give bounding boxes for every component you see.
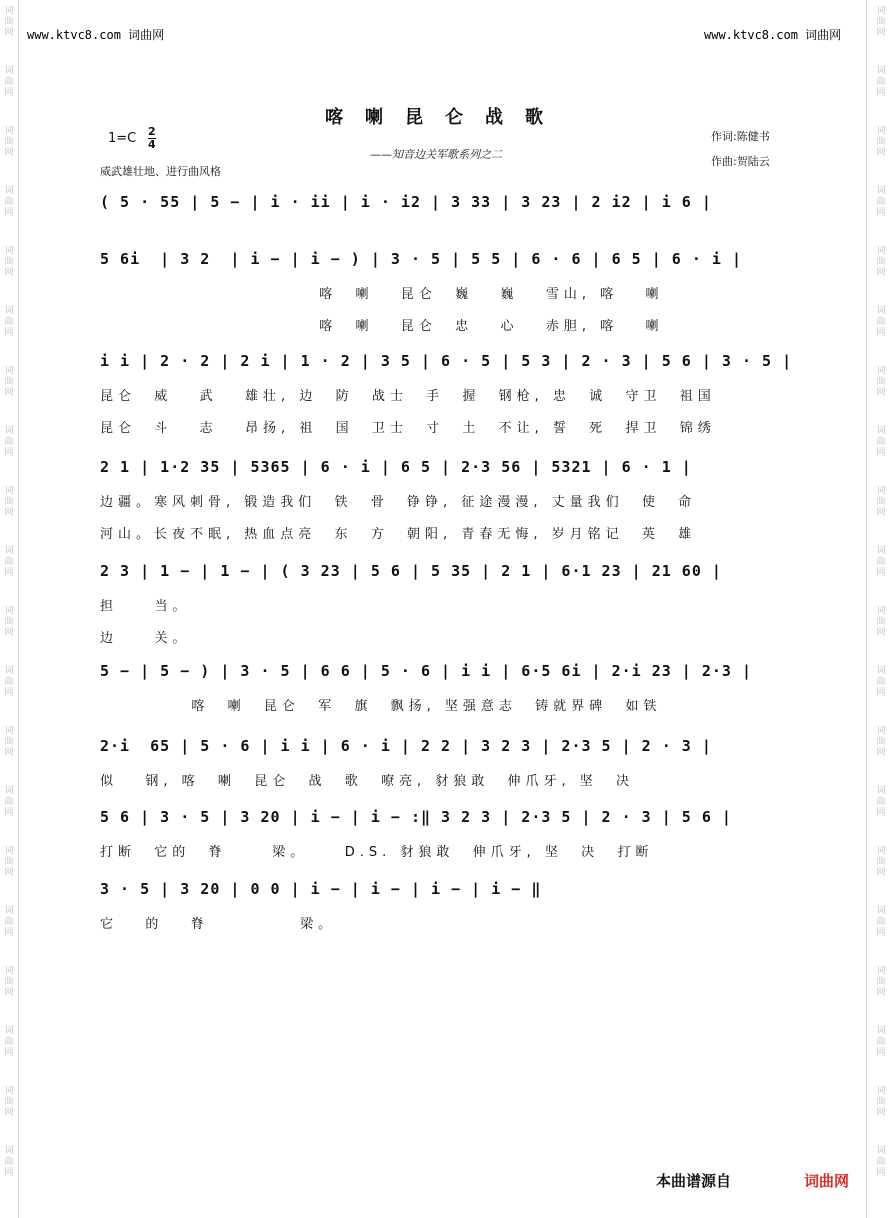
watermark-char: 曲 — [876, 557, 886, 567]
watermark-group — [875, 306, 887, 339]
watermark-char: 网 — [4, 568, 14, 578]
watermark-char: 网 — [4, 1168, 14, 1178]
watermark-group — [3, 786, 15, 819]
watermark-group — [875, 726, 887, 759]
watermark-char: 词 — [876, 1086, 886, 1096]
watermark-char: 曲 — [4, 677, 14, 687]
watermark-char: 曲 — [876, 317, 886, 327]
watermark-group — [875, 546, 887, 579]
watermark-char: 词 — [4, 126, 14, 136]
watermark-char: 曲 — [876, 1157, 886, 1167]
watermark-char: 网 — [4, 868, 14, 878]
watermark-char: 曲 — [876, 977, 886, 987]
watermark-char: 网 — [876, 28, 886, 38]
watermark-char: 网 — [4, 988, 14, 998]
watermark-char: 网 — [876, 148, 886, 158]
left-watermark-column — [0, 0, 18, 1218]
watermark-group — [875, 66, 887, 99]
watermark-char: 网 — [4, 1048, 14, 1058]
watermark-char: 词 — [4, 1086, 14, 1096]
lyric-line: 昆仑 威 武 雄壮, 边 防 战士 手 握 钢枪, 忠 诚 守卫 祖国 — [100, 389, 716, 404]
watermark-group — [3, 726, 15, 759]
watermark-char: 网 — [4, 748, 14, 758]
watermark-char: 词 — [4, 246, 14, 256]
watermark-char: 网 — [876, 1108, 886, 1118]
site-url-right[interactable]: www.ktvc8.com 词曲网 — [704, 28, 842, 42]
lyric-line: 昆仑 斗 志 昂扬, 祖 国 卫士 寸 土 不让, 誓 死 捍卫 锦绣 — [100, 421, 716, 436]
watermark-char: 网 — [876, 328, 886, 338]
watermark-char: 曲 — [4, 857, 14, 867]
watermark-char: 词 — [4, 486, 14, 496]
watermark-char: 曲 — [876, 1037, 886, 1047]
watermark-char: 曲 — [876, 77, 886, 87]
watermark-char: 网 — [4, 688, 14, 698]
lyric-line: 它 的 脊 梁。 — [100, 917, 337, 932]
watermark-char: 词 — [4, 726, 14, 736]
watermark-char: 网 — [4, 1108, 14, 1118]
watermark-char: 网 — [876, 568, 886, 578]
watermark-char: 网 — [876, 208, 886, 218]
watermark-char: 曲 — [4, 1157, 14, 1167]
watermark-char: 曲 — [4, 977, 14, 987]
lyric-line: 担 当。 — [100, 599, 191, 614]
watermark-char: 词 — [4, 66, 14, 76]
watermark-char: 词 — [4, 966, 14, 976]
watermark-char: 词 — [4, 906, 14, 916]
song-title: 喀喇昆仑战歌 — [325, 107, 565, 128]
watermark-group — [3, 246, 15, 279]
watermark-char: 词 — [876, 66, 886, 76]
watermark-group — [3, 666, 15, 699]
watermark-char: 词 — [876, 666, 886, 676]
watermark-char: 词 — [4, 6, 14, 16]
watermark-char: 词 — [4, 606, 14, 616]
watermark-char: 曲 — [4, 197, 14, 207]
watermark-group — [875, 6, 887, 39]
watermark-group — [3, 486, 15, 519]
watermark-char: 词 — [4, 306, 14, 316]
lyric-line: 喀 喇 昆仑 军 旗 飘扬, 坚强意志 铸就界碑 如铁 — [100, 699, 662, 714]
watermark-char: 网 — [876, 448, 886, 458]
watermark-char: 网 — [876, 1048, 886, 1058]
watermark-group — [875, 606, 887, 639]
notation-row: 5 6i | 3 2 | i − | i − ) | 3 · 5 | 5 5 | 6 · 6 | 6 5 | 6 · i | — [100, 250, 742, 268]
watermark-char: 曲 — [4, 917, 14, 927]
watermark-char: 词 — [876, 906, 886, 916]
watermark-char: 词 — [876, 846, 886, 856]
watermark-char: 网 — [876, 1168, 886, 1178]
watermark-char: 网 — [4, 388, 14, 398]
watermark-char: 曲 — [876, 197, 886, 207]
watermark-char: 词 — [4, 366, 14, 376]
watermark-char: 曲 — [4, 617, 14, 627]
watermark-char: 词 — [876, 606, 886, 616]
watermark-char: 词 — [876, 786, 886, 796]
watermark-char: 网 — [4, 208, 14, 218]
watermark-group — [875, 666, 887, 699]
right-margin-line — [866, 0, 867, 1218]
watermark-group — [3, 606, 15, 639]
composer-credit: 作曲:贺陆云 — [711, 155, 770, 168]
watermark-group — [875, 966, 887, 999]
watermark-group — [875, 1026, 887, 1059]
watermark-char: 词 — [4, 546, 14, 556]
notation-row: 2 3 | 1 − | 1 − | ( 3 23 | 5 6 | 5 35 | 2 1 | 6·1 23 | 21 60 | — [100, 562, 722, 580]
performance-style: 威武雄壮地、进行曲风格 — [100, 165, 221, 178]
watermark-char: 曲 — [4, 737, 14, 747]
watermark-char: 词 — [4, 426, 14, 436]
watermark-char: 词 — [876, 426, 886, 436]
watermark-group — [3, 186, 15, 219]
watermark-group — [875, 246, 887, 279]
watermark-group — [875, 486, 887, 519]
watermark-char: 曲 — [4, 257, 14, 267]
lyric-line: 边 关。 — [100, 631, 191, 646]
watermark-group — [3, 306, 15, 339]
watermark-group — [3, 66, 15, 99]
right-watermark-column — [872, 0, 890, 1218]
watermark-char: 曲 — [876, 1097, 886, 1107]
watermark-char: 词 — [4, 666, 14, 676]
watermark-char: 网 — [876, 508, 886, 518]
watermark-char: 词 — [876, 726, 886, 736]
watermark-group — [3, 546, 15, 579]
watermark-char: 网 — [4, 808, 14, 818]
watermark-char: 曲 — [876, 737, 886, 747]
watermark-char: 网 — [4, 928, 14, 938]
watermark-char: 网 — [876, 88, 886, 98]
watermark-char: 词 — [876, 366, 886, 376]
watermark-char: 网 — [4, 628, 14, 638]
watermark-char: 词 — [876, 186, 886, 196]
watermark-char: 词 — [4, 786, 14, 796]
watermark-char: 词 — [876, 246, 886, 256]
watermark-char: 词 — [876, 1026, 886, 1036]
watermark-group — [875, 126, 887, 159]
watermark-char: 词 — [876, 6, 886, 16]
watermark-group — [3, 366, 15, 399]
watermark-char: 曲 — [876, 797, 886, 807]
lyric-line: 喀 喇 昆仑 巍 巍 雪山, 喀 喇 — [100, 287, 664, 302]
watermark-char: 网 — [876, 688, 886, 698]
watermark-group — [875, 1086, 887, 1119]
watermark-char: 曲 — [4, 497, 14, 507]
meter-bottom: 4 — [148, 138, 156, 151]
watermark-group — [3, 426, 15, 459]
meter-top: 2 — [148, 125, 156, 138]
watermark-char: 曲 — [876, 377, 886, 387]
watermark-group — [875, 846, 887, 879]
watermark-group — [875, 366, 887, 399]
watermark-char: 网 — [4, 268, 14, 278]
watermark-char: 曲 — [876, 137, 886, 147]
watermark-group — [3, 1086, 15, 1119]
footer-source-brand[interactable]: 词曲网 — [804, 1172, 850, 1190]
watermark-char: 词 — [4, 1026, 14, 1036]
watermark-char: 曲 — [876, 917, 886, 927]
watermark-char: 曲 — [876, 857, 886, 867]
watermark-char: 词 — [876, 306, 886, 316]
lyric-line: 河山。长夜不眠, 热血点亮 东 方 朝阳, 青春无悔, 岁月铭记 英 雄 — [100, 527, 697, 542]
lyricist-credit: 作词:陈健书 — [711, 130, 770, 143]
footer-source-label: 本曲谱源自 — [656, 1172, 732, 1190]
lyric-line: 打断 它的 脊 梁。 D.S. 豺狼敢 伸爪牙, 坚 决 打断 — [100, 845, 654, 860]
watermark-group — [3, 1026, 15, 1059]
watermark-char: 网 — [4, 148, 14, 158]
watermark-char: 网 — [876, 808, 886, 818]
watermark-char: 曲 — [4, 17, 14, 27]
watermark-char: 曲 — [876, 257, 886, 267]
watermark-group — [3, 966, 15, 999]
watermark-group — [875, 426, 887, 459]
notation-row: 2 1 | 1·2 35 | 5365 | 6 · i | 6 5 | 2·3 56 | 5321 | 6 · 1 | — [100, 458, 692, 476]
watermark-group — [3, 1146, 15, 1179]
watermark-char: 曲 — [4, 437, 14, 447]
notation-row: 2·i 65 | 5 · 6 | i i | 6 · i | 2 2 | 3 2 3 | 2·3 5 | 2 · 3 | — [100, 737, 712, 755]
watermark-group — [875, 1146, 887, 1179]
watermark-char: 词 — [876, 1146, 886, 1156]
watermark-group — [3, 906, 15, 939]
watermark-char: 词 — [876, 126, 886, 136]
watermark-char: 曲 — [876, 497, 886, 507]
watermark-char: 网 — [4, 328, 14, 338]
watermark-group — [875, 186, 887, 219]
notation-row: ( 5 · 55 | 5 − | i · ii | i · i2 | 3 33 | 3 23 | 2 i2 | i 6 | — [100, 193, 712, 211]
watermark-char: 网 — [876, 868, 886, 878]
watermark-char: 词 — [4, 846, 14, 856]
watermark-group — [3, 126, 15, 159]
watermark-group — [3, 846, 15, 879]
watermark-char: 网 — [4, 28, 14, 38]
watermark-char: 曲 — [4, 557, 14, 567]
watermark-char: 曲 — [4, 1037, 14, 1047]
watermark-char: 网 — [876, 988, 886, 998]
site-url-left[interactable]: www.ktvc8.com 词曲网 — [27, 28, 165, 42]
watermark-char: 词 — [876, 486, 886, 496]
watermark-char: 曲 — [876, 617, 886, 627]
watermark-group — [875, 906, 887, 939]
song-subtitle: ——知音边关军歌系列之二 — [370, 148, 502, 161]
notation-row: 5 − | 5 − ) | 3 · 5 | 6 6 | 5 · 6 | i i | 6·5 6i | 2·i 23 | 2·3 | — [100, 662, 752, 680]
watermark-char: 曲 — [4, 317, 14, 327]
watermark-char: 网 — [876, 748, 886, 758]
watermark-char: 词 — [876, 546, 886, 556]
watermark-char: 网 — [4, 88, 14, 98]
lyric-line: 边疆。寒风刺骨, 锻造我们 铁 骨 铮铮, 征途漫漫, 丈量我们 使 命 — [100, 495, 697, 510]
watermark-char: 词 — [4, 186, 14, 196]
watermark-char: 曲 — [876, 17, 886, 27]
watermark-char: 曲 — [4, 77, 14, 87]
watermark-char: 网 — [4, 448, 14, 458]
watermark-group — [875, 786, 887, 819]
watermark-char: 网 — [876, 388, 886, 398]
watermark-group — [3, 6, 15, 39]
watermark-char: 曲 — [4, 137, 14, 147]
notation-row: 5 6 | 3 · 5 | 3 20 | i − | i − :‖ 3 2 3 | 2·3 5 | 2 · 3 | 5 6 | — [100, 808, 732, 826]
watermark-char: 曲 — [4, 1097, 14, 1107]
left-margin-line — [18, 0, 19, 1218]
watermark-char: 网 — [876, 268, 886, 278]
notation-row: i i | 2 · 2 | 2 i | 1 · 2 | 3 5 | 6 · 5 | 5 3 | 2 · 3 | 5 6 | 3 · 5 | — [100, 352, 793, 370]
watermark-char: 曲 — [876, 437, 886, 447]
key-signature: 1=C — [108, 131, 137, 146]
notation-row: 3 · 5 | 3 20 | 0 0 | i − | i − | i − | i − ‖ — [100, 880, 542, 898]
watermark-char: 词 — [876, 966, 886, 976]
watermark-char: 词 — [4, 1146, 14, 1156]
watermark-char: 曲 — [876, 677, 886, 687]
watermark-char: 曲 — [4, 797, 14, 807]
watermark-char: 曲 — [4, 377, 14, 387]
watermark-char: 网 — [4, 508, 14, 518]
lyric-line: 喀 喇 昆仑 忠 心 赤胆, 喀 喇 — [100, 319, 664, 334]
lyric-line: 似 钢, 喀 喇 昆仑 战 歌 嘹亮, 豺狼敢 伸爪牙, 坚 决 — [100, 774, 635, 789]
time-signature — [148, 126, 156, 151]
watermark-char: 网 — [876, 928, 886, 938]
watermark-char: 网 — [876, 628, 886, 638]
